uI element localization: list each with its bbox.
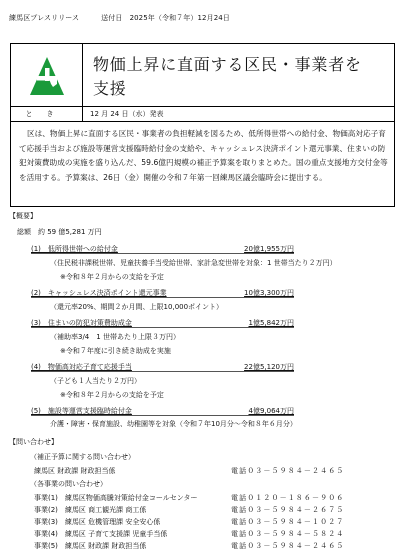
item-underline <box>31 415 294 416</box>
item-note: ※令和８年２月からの支給を予定 <box>60 391 164 399</box>
item-note: （還元率20%、期間２か月間、上限10,000ポイント） <box>50 303 224 311</box>
outline-heading: 【概要】 <box>9 212 37 220</box>
project-contact-tel: 電話０３－５９８４－２４６５ <box>231 542 345 550</box>
project-contact-dept: 事業(3) 練馬区 危機管理課 安全安心係 <box>34 518 161 526</box>
item-note: ※令和８年２月からの支給を予定 <box>60 273 164 281</box>
item-underline <box>31 253 294 254</box>
item-label: (4) 物価高対応子育て応援手当 <box>31 363 132 371</box>
page-title <box>93 53 362 101</box>
project-contact-tel: 電話０３－５９８４－２６７５ <box>231 506 345 514</box>
item-amount: 10億3,300万円 <box>244 289 294 297</box>
date-row <box>10 106 395 122</box>
item-amount: 22億5,120万円 <box>244 363 294 371</box>
project-contact-tel: 電話０３－５９８４－５８２４ <box>231 530 345 538</box>
item-label: (1) 低所得世帯への給付金 <box>31 245 118 253</box>
announcement-date: 12 月 24 日（水）発表 <box>90 110 164 118</box>
press-release-header <box>9 13 230 23</box>
logo-cell <box>11 44 83 108</box>
project-contact-tel: 電話０３－５９８４－１０２７ <box>231 518 345 526</box>
item-amount: 1億5,842万円 <box>248 319 294 327</box>
nerima-logo-icon <box>29 56 65 96</box>
item-underline <box>31 327 294 328</box>
budget-contact-tel: 電話０３－５９８４－２４６５ <box>231 467 345 475</box>
project-contact-tel: 電話０１２０－１８６－９０６ <box>231 494 345 502</box>
budget-contact-dept: 練馬区 財政課 財政担当係 <box>34 467 116 475</box>
item-amount: 4億9,064万円 <box>248 407 294 415</box>
item-label: (5) 施設等運営支援臨時給付金 <box>31 407 132 415</box>
item-label: (3) 住まいの防犯対策費助成金 <box>31 319 132 327</box>
title-box <box>10 43 395 107</box>
project-contact-dept: 事業(1) 練馬区物価高騰対策給付金コールセンター <box>34 494 198 502</box>
item-label: (2) キャッシュレス決済ポイント還元事業 <box>31 289 167 297</box>
contacts-heading: 【問い合わせ】 <box>9 438 58 446</box>
title-line-2: 支援 <box>93 79 127 98</box>
item-amount: 20億1,955万円 <box>244 245 294 253</box>
title-line-1: 物価上昇に直面する区民・事業者を <box>93 55 362 74</box>
item-note: 介護・障害・保育施設、幼稚園等を対象（令和７年10月分～令和８年６月分） <box>50 420 297 428</box>
item-underline <box>31 297 294 298</box>
sent-date: 送付日 2025年（令和７年）12月24日 <box>101 14 230 22</box>
project-contact-dept: 事業(5) 練馬区 財政課 財政担当係 <box>34 542 147 550</box>
item-note: （子ども１人当たり２万円） <box>50 377 141 385</box>
item-note: ※令和７年度に引き続き助成を実施 <box>60 347 171 355</box>
item-underline <box>31 371 294 372</box>
date-label: とき <box>11 107 83 121</box>
project-contact-dept: 事業(4) 練馬区 子育て支援課 児童手当係 <box>34 530 168 538</box>
item-note: （住民税非課税世帯、児童扶養手当受給世帯、家計急変世帯を対象：1 世帯当たり２万円） <box>50 259 337 267</box>
budget-contact-heading: （補正予算に関する問い合わせ） <box>30 453 135 461</box>
total-amount: 総額 約 59 億5,281 万円 <box>17 228 102 236</box>
projects-contact-heading: （各事業の問い合わせ） <box>30 480 107 488</box>
project-contact-dept: 事業(2) 練馬区 商工観光課 商工係 <box>34 506 147 514</box>
item-note: （補助率3/4 1 世帯あたり上限３万円） <box>50 333 180 341</box>
org-name: 練馬区プレスリリース <box>9 14 80 22</box>
summary-paragraph: 区は、物価上昇に直面する区民・事業者の負担軽減を図るため、低所得世帯への給付金、物価高対応子育て応援手当および施設等運営支援臨時給付金の支給や、キャッシュレス決済ポイント還元事業、住まいの防犯対策費助成の実施を盛り込んだ、59.6億円規模の補正予算案を取りまとめた。国の重点支援地方交付金等を活用する。予算案は、26日（金）開催の令和７年第一回練馬区議会臨時会に提出する。 <box>10 121 395 207</box>
